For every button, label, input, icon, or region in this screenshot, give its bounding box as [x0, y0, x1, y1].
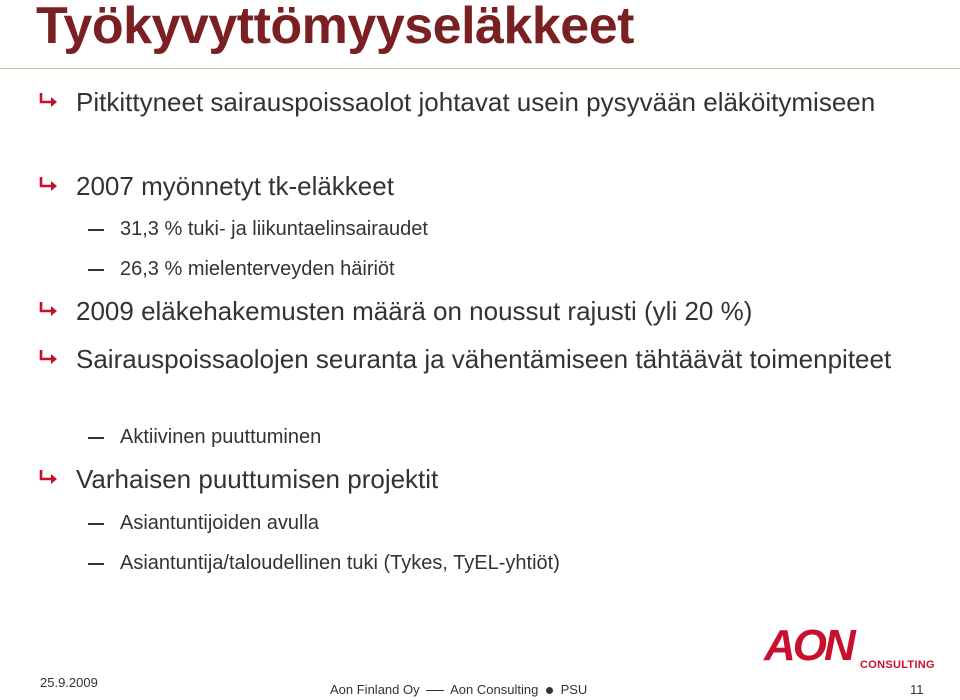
- sub-bullet-text: Asiantuntija/taloudellinen tuki (Tykes, TyEL-yhtiöt): [120, 552, 560, 574]
- title-divider: [0, 68, 960, 69]
- bullet-item: [76, 463, 896, 496]
- slide-title: Työkyvyttömyyseläkkeet: [36, 0, 634, 55]
- sub-bullet-item: [120, 216, 428, 242]
- sub-bullet-item: [120, 424, 321, 450]
- hook-arrow-icon: [38, 175, 60, 195]
- sub-bullet-item: [120, 550, 560, 576]
- footer-separator-line: [426, 690, 444, 691]
- footer-organization: [330, 682, 587, 697]
- logo-brand-text: AON: [764, 621, 853, 670]
- sub-bullet-text: Aktiivinen puuttuminen: [120, 426, 322, 448]
- page-number: 11: [910, 682, 924, 697]
- bullet-text: Varhaisen puuttumisen projektit: [76, 464, 439, 494]
- logo-sub-text: CONSULTING: [860, 659, 935, 671]
- dash-icon: [88, 269, 104, 271]
- hook-arrow-icon: [38, 348, 60, 368]
- dash-icon: [88, 229, 104, 231]
- aon-consulting-logo: [764, 621, 935, 671]
- bullet-item: [76, 86, 896, 119]
- sub-bullet-item: [120, 256, 395, 282]
- bullet-item: [76, 343, 896, 376]
- bullet-text: 2009 eläkehakemusten määrä on noussut rajusti (yli 20 %): [76, 296, 753, 326]
- bullet-dot-icon: [546, 687, 553, 694]
- hook-arrow-icon: [38, 468, 60, 488]
- bullet-text: Pitkittyneet sairauspoissaolot johtavat usein pysyvään eläköitymiseen: [76, 87, 876, 117]
- footer-org-left: Aon Finland Oy: [330, 682, 420, 697]
- dash-icon: [88, 437, 104, 439]
- sub-bullet-text: 31,3 % tuki- ja liikuntaelinsairaudet: [120, 218, 428, 240]
- hook-arrow-icon: [38, 91, 60, 111]
- footer-org-mid: Aon Consulting: [450, 682, 539, 697]
- bullet-text: Sairauspoissaolojen seuranta ja vähentämiseen tähtäävät toimenpiteet: [76, 344, 892, 374]
- dash-icon: [88, 563, 104, 565]
- bullet-text: 2007 myönnetyt tk-eläkkeet: [76, 171, 394, 201]
- sub-bullet-item: [120, 510, 319, 536]
- sub-bullet-text: Asiantuntijoiden avulla: [120, 512, 320, 534]
- sub-bullet-text: 26,3 % mielenterveyden häiriöt: [120, 258, 395, 280]
- bullet-item: [76, 295, 896, 328]
- dash-icon: [88, 523, 104, 525]
- bullet-item: [76, 170, 896, 203]
- footer-date: 25.9.2009: [40, 675, 98, 690]
- footer-org-right: PSU: [560, 682, 588, 697]
- hook-arrow-icon: [38, 300, 60, 320]
